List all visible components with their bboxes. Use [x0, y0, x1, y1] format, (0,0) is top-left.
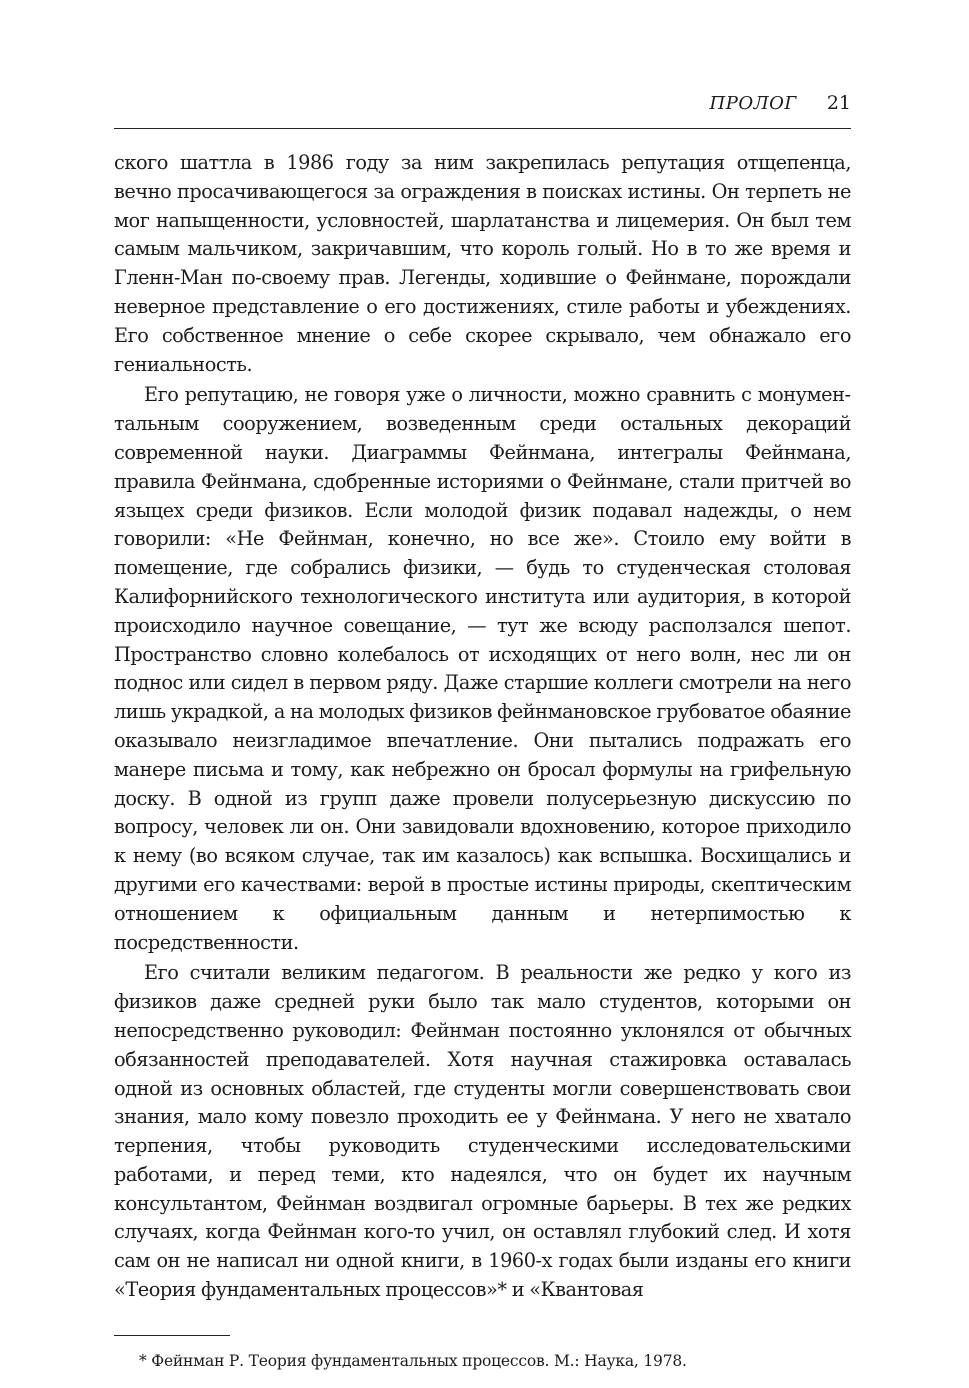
section-title: ПРОЛОГ: [709, 93, 797, 114]
paragraph-1: ского шаттла в 1986 году за ним закрепилась репутация отщепенца, вечно просачивающегося за ограждения в поисках истины. Он терпеть не мог напыщенности, условностей, шарлатанства и лицемерия. Он был тем самым мальчиком, закричавшим, что король голый. Но в то же время и Гленн-Ман по-своему прав. Легенды, ходившие о Фейнмане, порождали неверное представление о его достижениях, стиле работы и убеждениях. Его собственное мнение о себе скорее скрывало, чем обнажало его гениальность.: [114, 151, 851, 376]
running-header: [114, 92, 851, 122]
main-text: [114, 149, 851, 1305]
footnote: * Фейнман Р. Теория фундаментальных процессов. М.: Наука, 1978.: [139, 1351, 687, 1370]
paragraph-3: Его считали великим педагогом. В реальности же редко у кого из физиков даже средней руки было так мало студентов, которыми он непосредственно руководил: Фейнман постоянно уклонялся от обычных обязанностей преподавателей. Хотя научная стажировка оставалась одной из основных областей, где студенты могли совершенствовать свои знания, мало кому повезло проходить ее у Фейнмана. У него не хватало терпения, чтобы руководить студенческими исследовательскими работами, и перед теми, кто надеялся, что он будет их научным консультантом, Фейнман воздвигал огромные барьеры. В тех же редких случаях, когда Фейнман кого-то учил, он оставлял глубокий след. И хотя сам он не написал ни одной книги, в 1960-х годах были изданы его книги «Теория фундаментальных процессов»* и «Квантовая: [114, 961, 851, 1302]
book-page: [114, 92, 851, 1372]
paragraph-2: Его репутацию, не говоря уже о личности, можно сравнить с монументальным сооружением, возведенным среди остальных декораций современной науки. Диаграммы Фейнмана, интегралы Фейнмана, правила Фейнмана, сдобренные историями о Фейнмане, стали притчей во языцех среди физиков. Если молодой физик подавал надежды, о нем говорили: «Не Фейнман, конечно, но все же». Стоило ему войти в помещение, где собрались физики, — будь то студенческая столовая Калифорнийского технологического института или аудитория, в которой происходило научное совещание, — тут же всюду расползался шепот. Пространство словно колебалось от исходящих от него волн, нес ли он поднос или сидел в первом ряду. Даже старшие коллеги смотрели на него лишь украдкой, а на молодых физиков фейнмановское грубоватое обаяние оказывало неизгладимое впечатление. Они пытались подражать его манере письма и тому, как небрежно он бросал формулы на грифельную доску. В одной из групп даже провели полусерьезную дискуссию по вопросу, человек ли он. Они завидовали вдохновению, которое приходило к нему (во всяком случае, так им казалось) как вспышка. Восхищались и другими его качествами: верой в простые истины природы, скептическим отношением к официальным данным и нетерпимостью к посредственности.: [114, 383, 851, 954]
footnote-rule: [114, 1335, 230, 1336]
page-number: 21: [826, 92, 851, 114]
header-rule: [114, 128, 851, 129]
